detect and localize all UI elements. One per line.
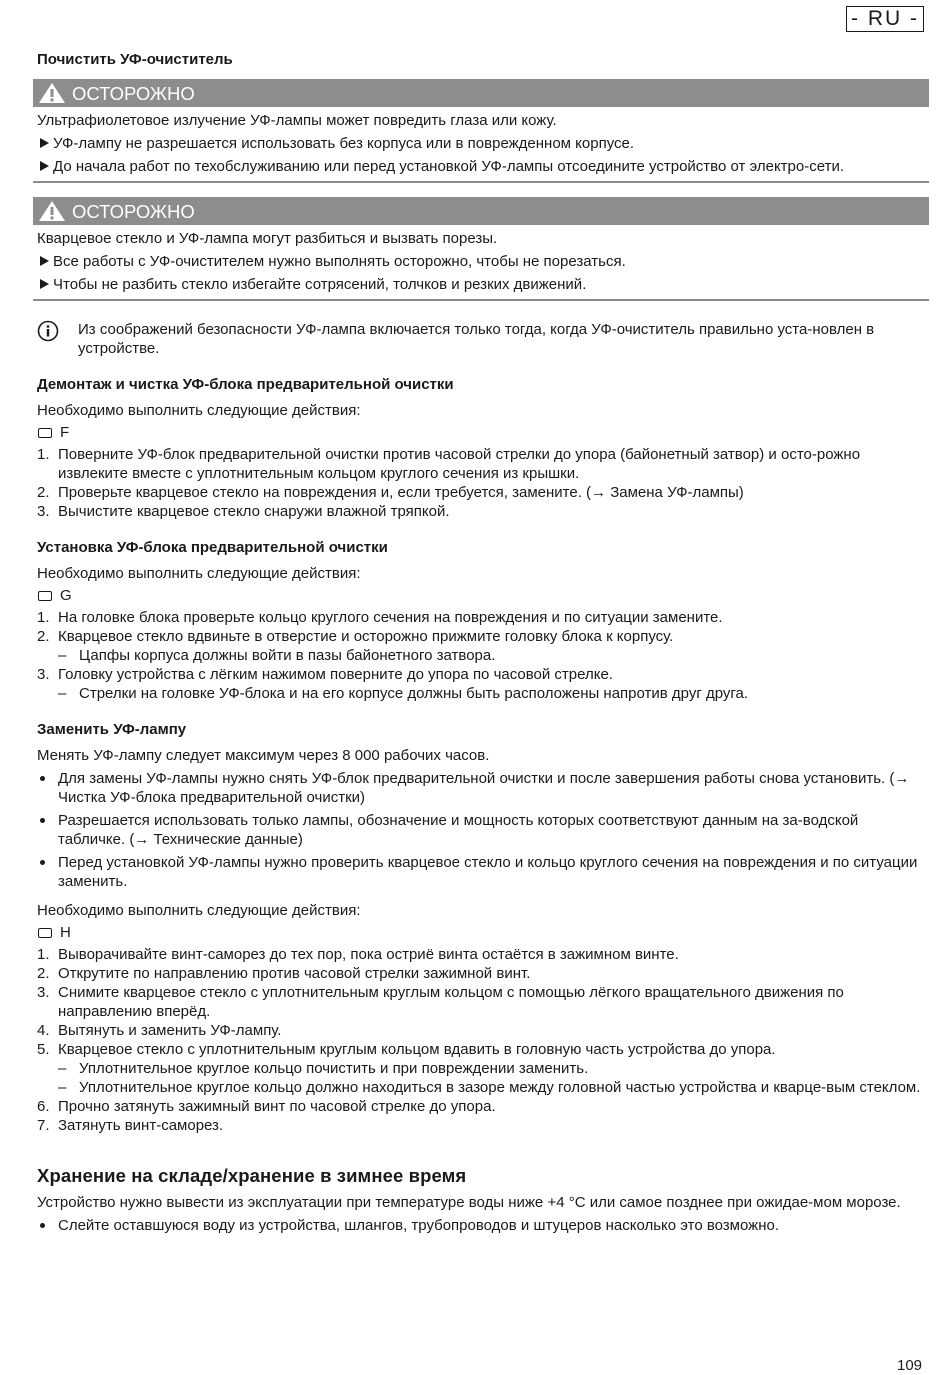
step-number: 2. [37, 628, 50, 645]
section-title-storage: Хранение на складе/хранение в зимнее время [37, 1165, 467, 1186]
list-item [37, 157, 929, 176]
numbered-step [37, 983, 929, 1021]
bullet-dot-icon [37, 769, 58, 807]
intro-text: Необходимо выполнить следующие действия: [37, 565, 361, 582]
step-text: Прочно затянуть зажимный винт по часовой стрелке до упора. [58, 1098, 496, 1115]
warning-text: Ультрафиолетовое излучение УФ-лампы может повредить глаза или кожу. [37, 112, 557, 129]
warning-box-uv-radiation [33, 79, 929, 183]
bullet-text: Слейте оставшуюся воду из устройства, шлангов, трубопроводов и штуцеров насколько это возможно. [58, 1217, 779, 1234]
language-tag: - RU - [846, 6, 924, 32]
step-number: 5. [37, 1041, 50, 1058]
step-text: Кварцевое стекло вдвиньте в отверстие и осторожно прижмите головку блока к корпусу. [58, 628, 674, 645]
numbered-step [37, 502, 929, 521]
warning-header [33, 197, 929, 225]
bullet-dot-icon [37, 1216, 58, 1235]
step-text: Проверьте кварцевое стекло на повреждения и, если требуется, замените. (→ Замена УФ-лампы) [58, 484, 744, 501]
figure-reference [37, 923, 929, 942]
step-number: 1. [37, 609, 50, 626]
numbered-step [37, 1021, 929, 1040]
step-text: Выворачивайте винт-саморез до тех пор, пока остриё винта остаётся в зажимном винте. [58, 946, 679, 963]
figure-label: G [60, 587, 72, 604]
dash-marker: – [58, 1060, 67, 1077]
list-item-text: Все работы с УФ-очистителем нужно выполнять осторожно, чтобы не порезаться. [53, 253, 626, 270]
step-number: 2. [37, 965, 50, 982]
bullet-text: Перед установкой УФ-лампы нужно проверить кварцевое стекло и кольцо круглого сечения на повреждения и по ситуации заменить. [58, 854, 918, 890]
warning-label: ОСТОРОЖНО [72, 82, 195, 104]
warning-triangle-icon [38, 200, 66, 222]
arrow-bullet-icon [37, 157, 53, 176]
dash-marker: – [58, 685, 67, 702]
page-content [37, 50, 929, 1235]
step-number: 4. [37, 1022, 50, 1039]
warning-triangle-icon [38, 82, 66, 104]
figure-icon [38, 428, 52, 438]
bullet-item [37, 769, 929, 807]
figure-label: H [60, 924, 71, 941]
warning-header [33, 79, 929, 107]
intro-text: Необходимо выполнить следующие действия: [37, 902, 361, 919]
bullet-text: Для замены УФ-лампы нужно снять УФ-блок предварительной очистки и после завершения работы снова установить. (→ Чистка УФ-блока предварительной очистки) [58, 770, 910, 806]
step-number: 3. [37, 503, 50, 520]
numbered-step [37, 665, 929, 684]
numbered-step [37, 964, 929, 983]
step-number: 3. [37, 666, 50, 683]
page-number: 109 [897, 1357, 923, 1374]
numbered-step [37, 1097, 929, 1116]
step-text: Снимите кварцевое стекло с уплотнительным круглым кольцом с помощью лёгкого вращательного движения по направлению вперёд. [58, 984, 844, 1020]
info-icon [37, 320, 78, 358]
numbered-step [37, 483, 929, 502]
section-title-dismantle: Демонтаж и чистка УФ-блока предварительной очистки [37, 376, 454, 393]
list-item [37, 275, 929, 294]
step-text: На головке блока проверьте кольцо круглого сечения на повреждения и по ситуации замените. [58, 609, 723, 626]
figure-icon [38, 591, 52, 601]
section-title-replace: Заменить УФ-лампу [37, 721, 187, 738]
bullet-dot-icon [37, 811, 58, 849]
arrow-bullet-icon [37, 275, 53, 294]
dash-marker: – [58, 1079, 67, 1096]
list-item [37, 134, 929, 153]
sub-step-text: Уплотнительное круглое кольцо почистить и при повреждении заменить. [79, 1060, 589, 1077]
warning-body [33, 229, 929, 301]
warning-text: Кварцевое стекло и УФ-лампа могут разбиться и вызвать порезы. [37, 230, 498, 247]
step-text: Поверните УФ-блок предварительной очистки против часовой стрелки до упора (байонетный затвор) и осто-рожно извлеките вместе с уплотнительным кольцом круглого сечения из крышки. [58, 446, 861, 482]
sub-step-text: Уплотнительное круглое кольцо должно находиться в зазоре между головной частью устройства и кварце-вым стеклом. [79, 1079, 921, 1096]
storage-text: Устройство нужно вывести из эксплуатации при температуре воды ниже +4 °C или самое позднее при ожидае-мом морозе. [37, 1194, 901, 1211]
bullet-text: Разрешается использовать только лампы, обозначение и мощность которых соответствуют данным на за-водской табличке. (→ Технические данные) [58, 812, 859, 848]
warning-box-quartz-glass [33, 197, 929, 301]
step-text: Кварцевое стекло с уплотнительным круглым кольцом вдавить в головную часть устройства до упора. [58, 1041, 776, 1058]
figure-reference [37, 423, 929, 442]
numbered-step [37, 1116, 929, 1135]
numbered-step [37, 627, 929, 646]
step-number: 2. [37, 484, 50, 501]
bullet-item [37, 1216, 929, 1235]
sub-step [37, 1078, 929, 1097]
info-note [37, 320, 929, 358]
step-number: 6. [37, 1098, 50, 1115]
numbered-step [37, 445, 929, 483]
sub-step-text: Стрелки на головке УФ-блока и на его корпусе должны быть расположены напротив друг друга. [79, 685, 749, 702]
sub-step [37, 684, 929, 703]
arrow-bullet-icon [37, 134, 53, 153]
bullet-item [37, 811, 929, 849]
step-text: Затянуть винт-саморез. [58, 1117, 224, 1134]
sub-step [37, 1059, 929, 1078]
intro-text: Менять УФ-лампу следует максимум через 8 000 рабочих часов. [37, 747, 490, 764]
section-title-install: Установка УФ-блока предварительной очистки [37, 539, 388, 556]
arrow-bullet-icon [37, 252, 53, 271]
sub-step-text: Цапфы корпуса должны войти в пазы байонетного затвора. [79, 647, 496, 664]
section-title-uv-clean: Почистить УФ-очиститель [37, 51, 233, 68]
bullet-item [37, 853, 929, 891]
step-number: 1. [37, 946, 50, 963]
step-number: 1. [37, 446, 50, 463]
figure-icon [38, 928, 52, 938]
numbered-step [37, 945, 929, 964]
step-number: 3. [37, 984, 50, 1001]
step-number: 7. [37, 1117, 50, 1134]
intro-text: Необходимо выполнить следующие действия: [37, 402, 361, 419]
warning-body [33, 111, 929, 183]
step-text: Вытянуть и заменить УФ-лампу. [58, 1022, 282, 1039]
list-item [37, 252, 929, 271]
figure-label: F [60, 424, 70, 441]
list-item-text: Чтобы не разбить стекло избегайте сотрясений, толчков и резких движений. [53, 276, 587, 293]
numbered-step [37, 1040, 929, 1059]
bullet-dot-icon [37, 853, 58, 891]
step-text: Вычистите кварцевое стекло снаружи влажной тряпкой. [58, 503, 450, 520]
info-note-text: Из соображений безопасности УФ-лампа включается только тогда, когда УФ-очиститель правильно уста-новлен в устройстве. [78, 321, 875, 357]
numbered-step [37, 608, 929, 627]
list-item-text: УФ-лампу не разрешается использовать без корпуса или в поврежденном корпусе. [53, 135, 635, 152]
dash-marker: – [58, 647, 67, 664]
sub-step [37, 646, 929, 665]
list-item-text: До начала работ по техобслуживанию или перед установкой УФ-лампы отсоедините устройство от электро-сети. [53, 158, 844, 175]
warning-label: ОСТОРОЖНО [72, 200, 195, 222]
figure-reference [37, 586, 929, 605]
step-text: Открутите по направлению против часовой стрелки зажимной винт. [58, 965, 531, 982]
step-text: Головку устройства с лёгким нажимом поверните до упора по часовой стрелке. [58, 666, 613, 683]
